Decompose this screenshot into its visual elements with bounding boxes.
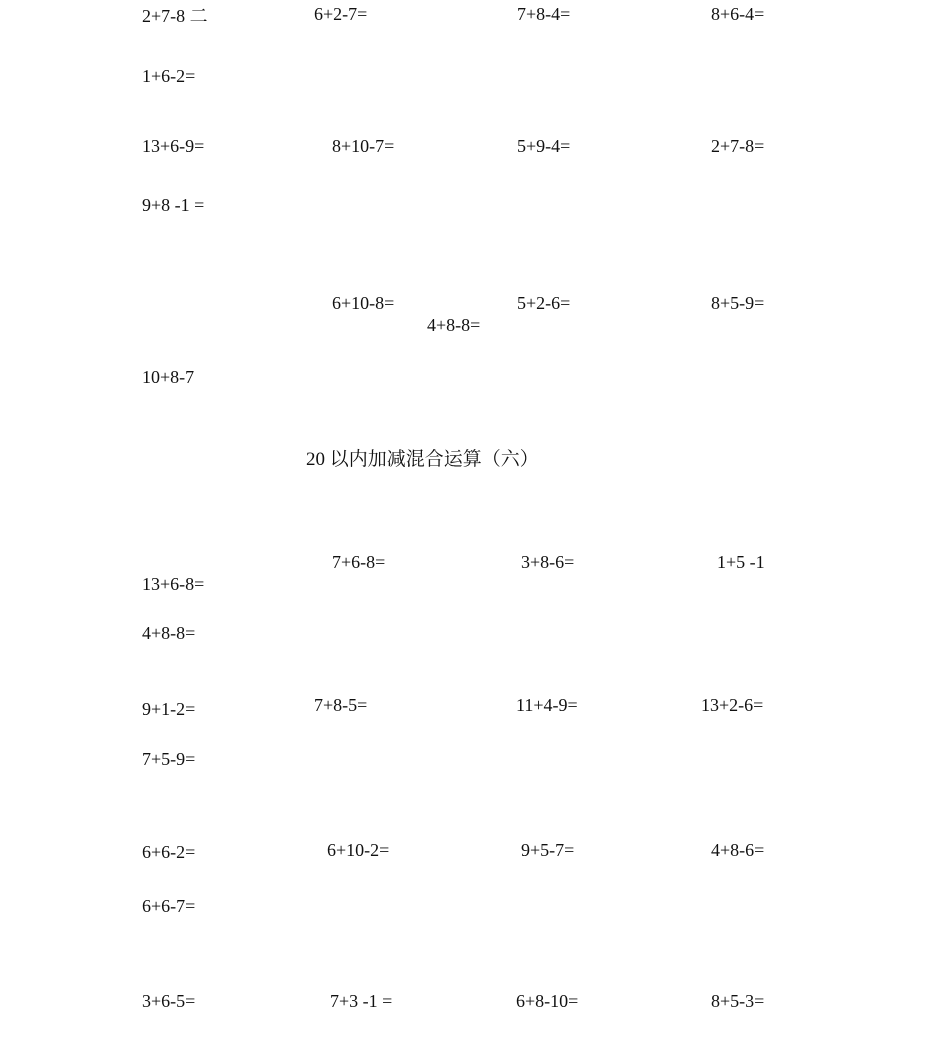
problem: 6+6-2= xyxy=(142,842,196,862)
problem: 10+8-7 xyxy=(142,367,195,387)
problem: 11+4-9= xyxy=(516,695,578,715)
problem: 7+8-4= xyxy=(517,4,571,24)
problem: 7+3 -1 = xyxy=(330,991,393,1011)
problem: 8+5-3= xyxy=(711,991,765,1011)
problem: 1+6-2= xyxy=(142,66,196,86)
problem: 3+8-6= xyxy=(521,552,575,572)
problem: 13+6-8= xyxy=(142,574,205,594)
section-title: 20 以内加减混合运算（六） xyxy=(306,449,539,470)
problem: 4+8-8= xyxy=(142,623,196,643)
problem: 6+10-8= xyxy=(332,293,395,313)
problem: 3+6-5= xyxy=(142,991,196,1011)
problem: 8+6-4= xyxy=(711,4,765,24)
problem: 6+6-7= xyxy=(142,896,196,916)
problem: 9+1-2= xyxy=(142,699,196,719)
problem: 6+8-10= xyxy=(516,991,579,1011)
problem: 9+5-7= xyxy=(521,840,575,860)
problem: 5+2-6= xyxy=(517,293,571,313)
problem: 4+8-8= xyxy=(427,315,481,335)
problem: 1+5 -1 xyxy=(717,552,765,572)
problem: 7+5-9= xyxy=(142,749,196,769)
problem: 13+6-9= xyxy=(142,136,205,156)
problem: 5+9-4= xyxy=(517,136,571,156)
problem: 2+7-8= xyxy=(711,136,765,156)
problem: 13+2-6= xyxy=(701,695,764,715)
problem: 9+8 -1 = xyxy=(142,195,205,215)
problem: 7+8-5= xyxy=(314,695,368,715)
problem: 6+10-2= xyxy=(327,840,390,860)
problem: 4+8-6= xyxy=(711,840,765,860)
problem: 2+7-8 二 xyxy=(142,6,208,26)
problem: 6+2-7= xyxy=(314,4,368,24)
problem: 8+10-7= xyxy=(332,136,395,156)
problem: 7+6-8= xyxy=(332,552,386,572)
problem: 8+5-9= xyxy=(711,293,765,313)
